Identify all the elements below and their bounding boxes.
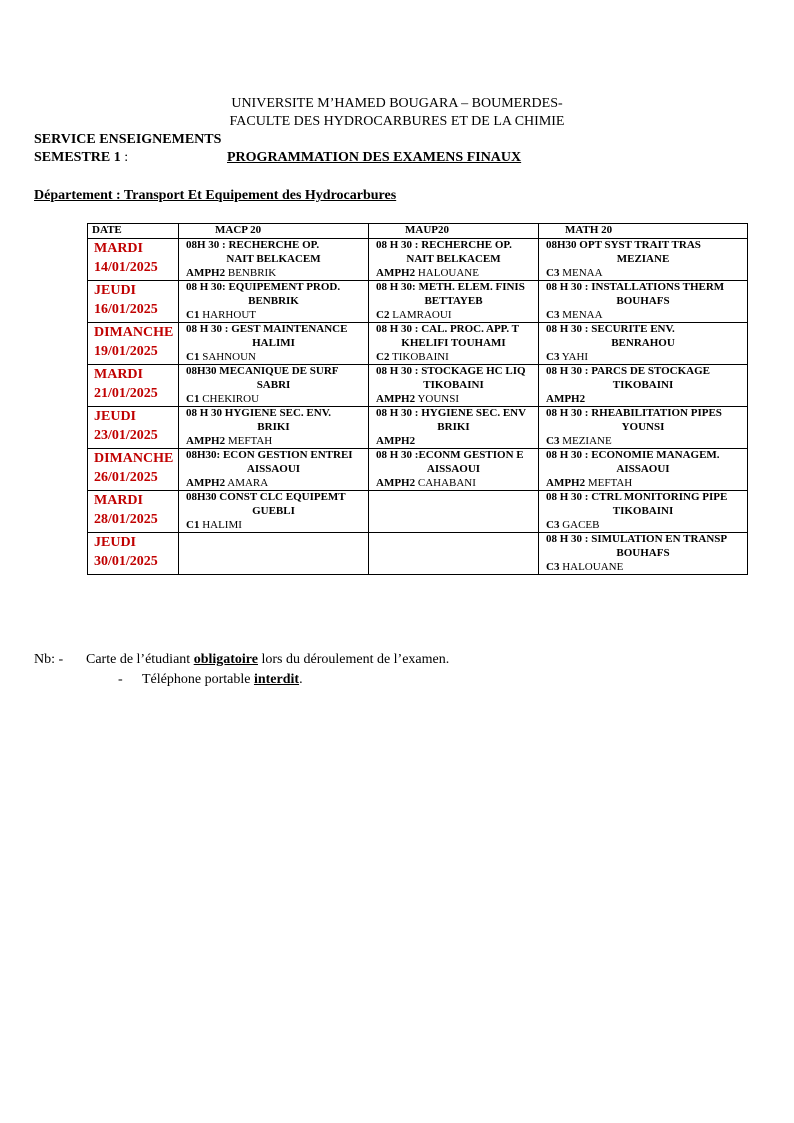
exam-cell-maup20 bbox=[369, 239, 539, 281]
exam-entry bbox=[369, 449, 538, 490]
exam-supervisor: YAHI bbox=[561, 351, 589, 363]
exam-teacher: TIKOBAINI bbox=[612, 379, 674, 391]
semester-text: SEMESTRE 1 bbox=[34, 150, 121, 165]
exam-room: C3 bbox=[546, 351, 560, 363]
exam-room: C1 bbox=[186, 393, 200, 405]
exam-cell-maup20 bbox=[369, 365, 539, 407]
exam-supervisor: TIKOBAINI bbox=[392, 351, 449, 363]
exam-room-line bbox=[546, 351, 588, 364]
exam-room: AMPH2 bbox=[186, 435, 226, 447]
exam-cell-macp20 bbox=[179, 323, 369, 365]
exam-supervisor: MENAA bbox=[562, 309, 603, 321]
exam-room: C3 bbox=[546, 309, 560, 321]
exam-room-line bbox=[376, 309, 451, 322]
exam-cell-math20 bbox=[539, 281, 748, 323]
exam-cell-maup20 bbox=[369, 323, 539, 365]
table-row bbox=[88, 533, 748, 575]
exam-teacher: GUEBLI bbox=[252, 505, 295, 517]
exam-room-line bbox=[546, 435, 612, 448]
exam-cell-macp20 bbox=[179, 491, 369, 533]
exam-teacher: KHELIFI TOUHAMI bbox=[401, 337, 506, 349]
exam-entry bbox=[369, 407, 538, 448]
exam-supervisor: HARHOUT bbox=[202, 309, 256, 321]
exam-teacher: BOUHAFS bbox=[616, 547, 670, 559]
exam-date: 14/01/2025 bbox=[94, 260, 158, 275]
table-row bbox=[88, 407, 748, 449]
exam-subject: 08 H 30: METH. ELEM. FINIS bbox=[376, 281, 525, 293]
day-name: JEUDI bbox=[94, 535, 137, 550]
day-name: JEUDI bbox=[94, 409, 137, 424]
exam-entry bbox=[179, 239, 368, 280]
exam-teacher: MEZIANE bbox=[616, 253, 670, 265]
exam-supervisor: HALOUANE bbox=[562, 561, 624, 573]
note-2-end: . bbox=[299, 672, 303, 687]
exam-entry bbox=[369, 239, 538, 280]
exam-teacher: AISSAOUI bbox=[426, 463, 481, 475]
date-cell bbox=[88, 365, 179, 407]
exam-subject: 08 H 30 : ECONOMIE MANAGEM. bbox=[546, 449, 720, 461]
exam-cell-macp20 bbox=[179, 365, 369, 407]
exam-cell-maup20 bbox=[369, 281, 539, 323]
note-2-text: Téléphone portable bbox=[142, 672, 254, 687]
exam-entry bbox=[179, 449, 368, 490]
exam-cell-macp20 bbox=[179, 449, 369, 491]
exam-date: 23/01/2025 bbox=[94, 428, 158, 443]
semester-colon: : bbox=[120, 150, 129, 165]
exam-room-line bbox=[546, 393, 585, 406]
exam-entry bbox=[539, 365, 747, 406]
exam-cell-maup20 bbox=[369, 491, 539, 533]
exam-teacher: AISSAOUI bbox=[616, 463, 670, 475]
day-name: MARDI bbox=[94, 493, 143, 508]
exam-supervisor: BENBRIK bbox=[227, 267, 277, 279]
note-line-2 bbox=[118, 672, 303, 688]
exam-room: C1 bbox=[186, 351, 200, 363]
exam-subject: 08 H 30 : RECHERCHE OP. bbox=[376, 239, 512, 251]
exam-subject: 08 H 30 : CAL. PROC. APP. T bbox=[376, 323, 520, 335]
table-header-row bbox=[88, 224, 748, 239]
exam-schedule-table bbox=[87, 223, 748, 575]
exam-supervisor: HALIMI bbox=[202, 519, 242, 531]
exam-room: AMPH2 bbox=[186, 477, 226, 489]
exam-cell-math20 bbox=[539, 323, 748, 365]
day-name: DIMANCHE bbox=[94, 325, 174, 340]
exam-entry bbox=[369, 281, 538, 322]
exam-entry bbox=[369, 323, 538, 364]
exam-room: C2 bbox=[376, 309, 390, 321]
exam-subject: 08 H 30: EQUIPEMENT PROD. bbox=[186, 281, 341, 293]
exam-subject: 08 H 30 : RHEABILITATION PIPES bbox=[546, 407, 722, 419]
exam-room-line bbox=[186, 351, 256, 364]
note-1-text: Carte de l’étudiant bbox=[86, 652, 194, 667]
exam-cell-maup20 bbox=[369, 449, 539, 491]
exam-supervisor: YOUNSI bbox=[417, 393, 460, 405]
exam-cell-macp20 bbox=[179, 239, 369, 281]
exam-entry bbox=[539, 239, 747, 280]
exam-teacher: AISSAOUI bbox=[246, 463, 301, 475]
exam-subject: 08H30: ECON GESTION ENTREI bbox=[186, 449, 353, 461]
date-cell bbox=[88, 323, 179, 365]
exam-room-line bbox=[546, 267, 603, 280]
exam-room: AMPH2 bbox=[376, 435, 416, 447]
exam-cell-math20 bbox=[539, 239, 748, 281]
exam-cell-maup20 bbox=[369, 407, 539, 449]
exam-room-line bbox=[546, 309, 603, 322]
exam-subject: 08 H 30 :ECONM GESTION E bbox=[376, 449, 524, 461]
exam-teacher: TIKOBAINI bbox=[423, 379, 484, 391]
exam-cell-macp20 bbox=[179, 281, 369, 323]
exam-teacher: NAIT BELKACEM bbox=[406, 253, 501, 265]
exam-room: C3 bbox=[546, 561, 560, 573]
exam-cell-math20 bbox=[539, 407, 748, 449]
exam-room-line bbox=[186, 519, 242, 532]
date-cell bbox=[88, 491, 179, 533]
department-title: Département : Transport Et Equipement des Hydrocarbures bbox=[34, 188, 397, 203]
semester-label bbox=[34, 150, 128, 166]
exam-teacher: BENBRIK bbox=[248, 295, 299, 307]
exam-entry bbox=[539, 323, 747, 364]
day-name: DIMANCHE bbox=[94, 451, 174, 466]
exam-cell-maup20 bbox=[369, 533, 539, 575]
exam-teacher: BOUHAFS bbox=[616, 295, 670, 307]
day-name: MARDI bbox=[94, 367, 143, 382]
exam-subject: 08 H 30 HYGIENE SEC. ENV. bbox=[186, 407, 331, 419]
exam-room: C3 bbox=[546, 519, 560, 531]
exam-entry bbox=[539, 533, 747, 574]
note-line-1 bbox=[34, 652, 449, 668]
exam-teacher: BETTAYEB bbox=[424, 295, 483, 307]
exam-subject: 08H30 OPT SYST TRAIT TRAS bbox=[546, 239, 701, 251]
exam-subject: 08H 30 : RECHERCHE OP. bbox=[186, 239, 320, 251]
exam-teacher: BRIKI bbox=[257, 421, 290, 433]
exam-cell-math20 bbox=[539, 533, 748, 575]
exam-room-line bbox=[186, 309, 256, 322]
table-row bbox=[88, 281, 748, 323]
exam-room: AMPH2 bbox=[376, 267, 416, 279]
header-date: DATE bbox=[88, 224, 179, 239]
exam-subject: 08 H 30 : SECURITE ENV. bbox=[546, 323, 675, 335]
table-row bbox=[88, 323, 748, 365]
exam-entry bbox=[539, 281, 747, 322]
exam-cell-macp20 bbox=[179, 407, 369, 449]
table-row bbox=[88, 239, 748, 281]
note-1-emphasis: obligatoire bbox=[193, 652, 258, 667]
exam-supervisor: HALOUANE bbox=[417, 267, 479, 279]
service-title: SERVICE ENSEIGNEMENTS bbox=[34, 132, 222, 147]
exam-room: C3 bbox=[546, 267, 560, 279]
exam-supervisor: GACEB bbox=[562, 519, 600, 531]
exam-subject: 08 H 30 : STOCKAGE HC LIQ bbox=[376, 365, 526, 377]
note-label: Nb: - bbox=[34, 652, 64, 667]
exam-room: AMPH2 bbox=[546, 393, 586, 405]
faculty-title: FACULTE DES HYDROCARBURES ET DE LA CHIMIE bbox=[229, 114, 565, 129]
exam-room-line bbox=[546, 477, 632, 490]
date-cell bbox=[88, 281, 179, 323]
exam-supervisor: AMARA bbox=[227, 477, 269, 489]
exam-teacher: HALIMI bbox=[252, 337, 295, 349]
exam-teacher: NAIT BELKACEM bbox=[226, 253, 321, 265]
header-math20: MATH 20 bbox=[539, 224, 748, 239]
exam-subject: 08 H 30 : SIMULATION EN TRANSP bbox=[546, 533, 728, 545]
exam-date: 21/01/2025 bbox=[94, 386, 158, 401]
exam-supervisor: MEZIANE bbox=[562, 435, 612, 447]
exam-entry bbox=[539, 449, 747, 490]
header-macp20: MACP 20 bbox=[179, 224, 369, 239]
exam-entry bbox=[179, 407, 368, 448]
exam-teacher: TIKOBAINI bbox=[612, 505, 674, 517]
exam-room: C1 bbox=[186, 309, 200, 321]
exam-subject: 08 H 30 : INSTALLATIONS THERM bbox=[546, 281, 725, 293]
exam-teacher: SABRI bbox=[256, 379, 291, 391]
exam-supervisor: CAHABANI bbox=[417, 477, 476, 489]
exam-entry bbox=[179, 323, 368, 364]
exam-date: 26/01/2025 bbox=[94, 470, 158, 485]
exam-entry bbox=[179, 365, 368, 406]
exam-room: AMPH2 bbox=[186, 267, 226, 279]
exam-room-line bbox=[376, 477, 476, 490]
exam-entry bbox=[179, 533, 368, 574]
exam-teacher: YOUNSI bbox=[621, 421, 665, 433]
exam-supervisor: MENAA bbox=[562, 267, 603, 279]
exam-entry bbox=[369, 533, 538, 574]
exam-room-line bbox=[186, 477, 268, 490]
exam-cell-math20 bbox=[539, 491, 748, 533]
exam-subject: 08 H 30 : CTRL MONITORING PIPE bbox=[546, 491, 728, 503]
exam-entry bbox=[369, 365, 538, 406]
exam-room-line bbox=[546, 519, 599, 532]
exam-entry bbox=[539, 407, 747, 448]
table-row bbox=[88, 491, 748, 533]
day-name: JEUDI bbox=[94, 283, 137, 298]
exam-entry bbox=[179, 491, 368, 532]
exam-entry bbox=[369, 491, 538, 532]
exam-room: AMPH2 bbox=[376, 393, 416, 405]
exam-room: AMPH2 bbox=[376, 477, 416, 489]
note-2-emphasis: interdit bbox=[253, 672, 300, 687]
exam-room: C3 bbox=[546, 435, 560, 447]
exam-cell-macp20 bbox=[179, 533, 369, 575]
header-maup20: MAUP20 bbox=[369, 224, 539, 239]
exam-supervisor: SAHNOUN bbox=[202, 351, 256, 363]
exam-entry bbox=[179, 281, 368, 322]
programme-title: PROGRAMMATION DES EXAMENS FINAUX bbox=[227, 150, 522, 165]
exam-subject: 08H30 CONST CLC EQUIPEMT bbox=[186, 491, 346, 503]
university-title: UNIVERSITE M’HAMED BOUGARA – BOUMERDES- bbox=[231, 96, 563, 111]
exam-supervisor: MEFTAH bbox=[227, 435, 273, 447]
exam-room: C1 bbox=[186, 519, 200, 531]
exam-teacher: BRIKI bbox=[437, 421, 470, 433]
exam-date: 28/01/2025 bbox=[94, 512, 158, 527]
note-dash: - bbox=[118, 672, 123, 687]
date-cell bbox=[88, 533, 179, 575]
table-row bbox=[88, 365, 748, 407]
exam-subject: 08H30 MECANIQUE DE SURF bbox=[186, 365, 339, 377]
date-cell bbox=[88, 449, 179, 491]
date-cell bbox=[88, 239, 179, 281]
exam-cell-math20 bbox=[539, 365, 748, 407]
note-1-end: lors du déroulement de l’examen. bbox=[257, 652, 450, 667]
exam-room: C2 bbox=[376, 351, 390, 363]
exam-date: 19/01/2025 bbox=[94, 344, 158, 359]
exam-supervisor: MEFTAH bbox=[587, 477, 633, 489]
exam-supervisor: LAMRAOUI bbox=[392, 309, 452, 321]
exam-room-line bbox=[186, 435, 272, 448]
exam-subject: 08 H 30 : PARCS DE STOCKAGE bbox=[546, 365, 711, 377]
table-row bbox=[88, 449, 748, 491]
exam-room-line bbox=[186, 267, 276, 280]
exam-cell-math20 bbox=[539, 449, 748, 491]
day-name: MARDI bbox=[94, 241, 143, 256]
exam-room-line bbox=[376, 267, 479, 280]
exam-room-line bbox=[376, 435, 415, 448]
exam-room-line bbox=[186, 393, 259, 406]
exam-entry bbox=[539, 491, 747, 532]
exam-date: 16/01/2025 bbox=[94, 302, 158, 317]
exam-room: AMPH2 bbox=[546, 477, 586, 489]
exam-date: 30/01/2025 bbox=[94, 554, 158, 569]
exam-subject: 08 H 30 : GEST MAINTENANCE bbox=[186, 323, 348, 335]
exam-supervisor: CHEKIROU bbox=[202, 393, 260, 405]
exam-room-line bbox=[546, 561, 623, 574]
exam-subject: 08 H 30 : HYGIENE SEC. ENV bbox=[376, 407, 527, 419]
exam-teacher: BENRAHOU bbox=[611, 337, 675, 349]
date-cell bbox=[88, 407, 179, 449]
exam-room-line bbox=[376, 351, 449, 364]
exam-room-line bbox=[376, 393, 459, 406]
